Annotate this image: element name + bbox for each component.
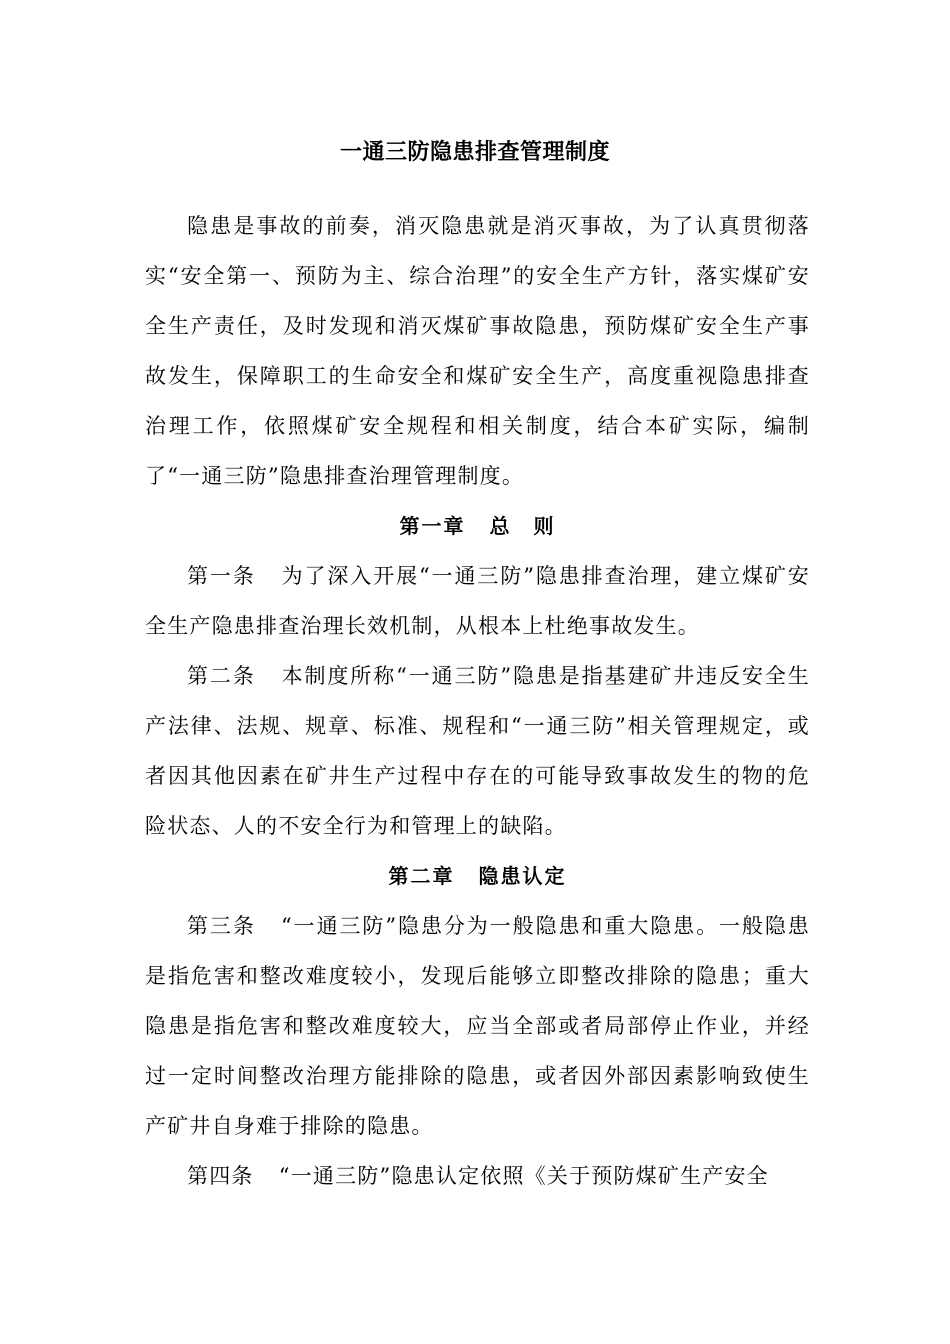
chapter-name: 隐患认定 xyxy=(478,864,567,888)
article-paragraph xyxy=(145,901,810,1151)
document-title: 一通三防隐患排查管理制度 xyxy=(339,140,610,165)
document-body xyxy=(145,201,810,1201)
article-text: “一通三防”隐患分为一般隐患和重大隐患。一般隐患是指危害和整改难度较小，发现后能够立即整改排除的隐患；重大隐患是指危害和整改难度较大，应当全部或者局部停止作业，并经过一定时间整改治理方能排除的隐患，或者因外部因素影响致使生产矿井自身难于排除的隐患。 xyxy=(145,914,810,1138)
article-text: 为了深入开展“一通三防”隐患排查治理，建立煤矿安全生产隐患排查治理长效机制，从根本上杜绝事故发生。 xyxy=(145,564,810,638)
chapter-heading-1 xyxy=(145,501,810,551)
chapter-heading-2 xyxy=(145,851,810,901)
article-text: 本制度所称“一通三防”隐患是指基建矿井违反安全生产法律、法规、规章、标准、规程和“一通三防”相关管理规定，或者因其他因素在矿井生产过程中存在的可能导致事故发生的物的危险状态、人的不安全行为和管理上的缺陷。 xyxy=(145,664,810,838)
article-label: 第三条 xyxy=(187,914,256,938)
intro-paragraph: 隐患是事故的前奏，消灭隐患就是消灭事故，为了认真贯彻落实“安全第一、预防为主、综合治理”的安全生产方针，落实煤矿安全生产责任，及时发现和消灭煤矿事故隐患，预防煤矿安全生产事故发生，保障职工的生命安全和煤矿安全生产，高度重视隐患排查治理工作，依照煤矿安全规程和相关制度，结合本矿实际，编制了“一通三防”隐患排查治理管理制度。 xyxy=(145,214,810,488)
article-text: “一通三防”隐患认定依照《关于预防煤矿生产安全 xyxy=(278,1164,769,1188)
article-paragraph xyxy=(145,551,810,651)
chapter-number: 第二章 xyxy=(388,864,455,888)
chapter-name: 总 则 xyxy=(489,514,556,538)
article-paragraph xyxy=(145,1151,810,1201)
article-paragraph xyxy=(145,651,810,851)
chapter-number: 第一章 xyxy=(399,514,466,538)
article-label: 第四条 xyxy=(187,1164,254,1188)
article-label: 第一条 xyxy=(187,564,256,588)
article-label: 第二条 xyxy=(187,664,256,688)
